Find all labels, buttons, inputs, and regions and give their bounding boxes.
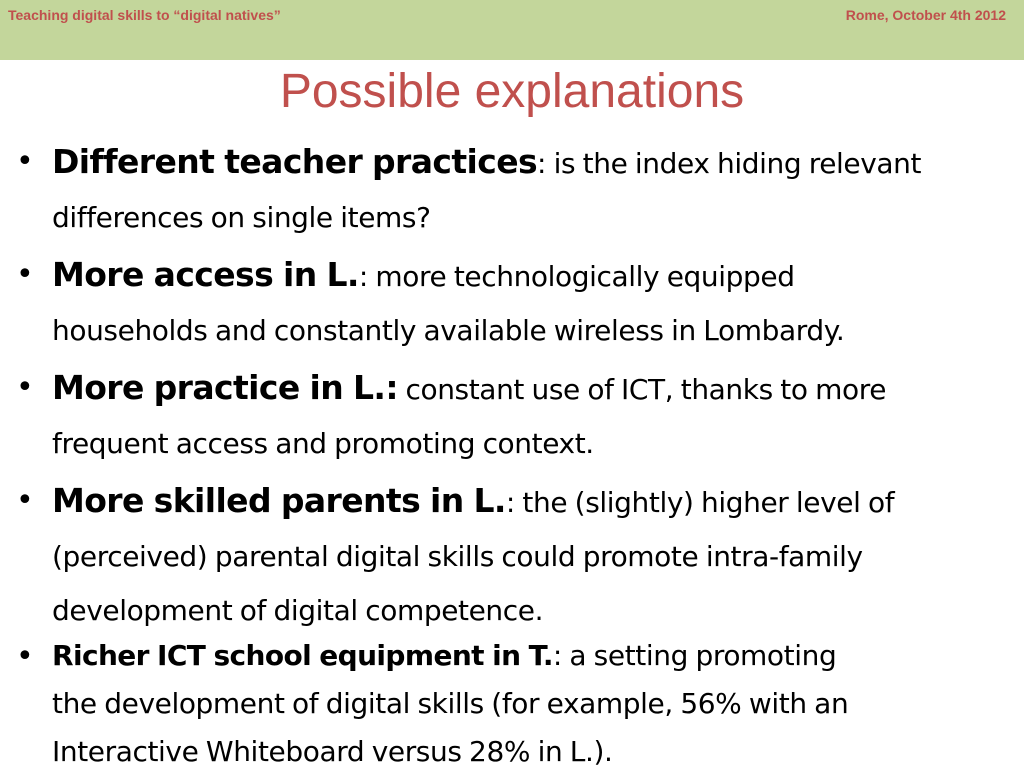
bullet-term: Different teacher practices	[52, 142, 538, 181]
bullet-line	[52, 361, 1018, 417]
bullet-body: is the index hiding relevant	[546, 147, 922, 180]
header-presentation-title: Teaching digital skills to “digital natives”	[8, 7, 281, 23]
bullet-dot-icon: •	[16, 257, 34, 292]
bullet-body: a setting promoting	[561, 639, 837, 672]
bullet-dot-icon: •	[16, 144, 34, 179]
bullet-text	[52, 135, 1018, 245]
bullet-dot-icon: •	[16, 483, 34, 518]
bullet-dot-icon: •	[16, 639, 34, 674]
bullet-line	[52, 248, 1018, 304]
bullet-body: more technologically equipped	[367, 260, 795, 293]
bullet-text	[52, 474, 1018, 638]
bullet-line	[52, 135, 1018, 191]
bullet-term: Richer ICT school equipment in T.	[52, 639, 553, 672]
bullet-term: More practice in L.:	[52, 368, 398, 407]
bullet-line: development of digital competence.	[52, 594, 544, 627]
bullet-text	[52, 361, 1018, 471]
slide-title: Possible explanations	[279, 65, 745, 118]
bullet-term: More access in L.	[52, 255, 359, 294]
bullet-dot-icon: •	[16, 370, 34, 405]
bullet-line	[52, 474, 1018, 530]
bullet-separator: :	[537, 147, 547, 180]
bullet-line: households and constantly available wireless in Lombardy.	[52, 314, 845, 347]
header-date-location: Rome, October 4th 2012	[845, 7, 1006, 23]
bullet-line	[52, 632, 1018, 680]
bullet-line: the development of digital skills (for example, 56% with an	[52, 687, 849, 720]
bullet-text	[52, 248, 1018, 358]
bullet-line: Interactive Whiteboard versus 28% in L.).	[52, 735, 613, 768]
bullet-line: (perceived) parental digital skills could promote intra-family	[52, 540, 863, 573]
bullet-separator: :	[358, 260, 368, 293]
bullet-separator: :	[552, 639, 562, 672]
bullet-line: frequent access and promoting context.	[52, 427, 594, 460]
bullet-text	[52, 632, 1018, 768]
bullet-separator: :	[505, 486, 515, 519]
bullet-line: differences on single items?	[52, 201, 431, 234]
bullet-term: More skilled parents in L.	[52, 481, 506, 520]
bullet-body: the (slightly) higher level of	[514, 486, 895, 519]
header-bar	[0, 0, 1024, 60]
bullet-body: constant use of ICT, thanks to more	[397, 373, 887, 406]
